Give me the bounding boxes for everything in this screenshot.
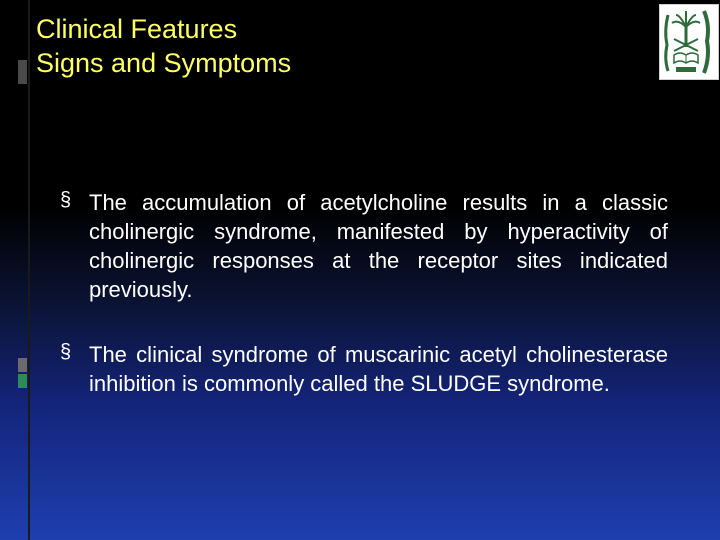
side-marker-green [18,374,27,388]
university-seal-icon [660,5,718,79]
bullet-icon: § [60,341,72,363]
title-marker [18,60,27,84]
university-logo [659,4,719,80]
bullet-icon: § [60,189,72,211]
bullet-text: The accumulation of acetylcholine results in a classic cholinergic syndrome, manifested by hyperactivity of cholinergic responses at the receptor sites indicated previously. [89,190,668,302]
title-line-1: Clinical Features [36,14,238,44]
side-marker-gray [18,358,27,372]
bullet-text: The clinical syndrome of muscarinic acetyl cholinesterase inhibition is commonly called the SLUDGE syndrome. [89,342,668,396]
list-item [60,340,668,398]
bullet-list [60,188,668,434]
title-line-2: Signs and Symptoms [36,48,292,78]
list-item [60,188,668,304]
slide-title [36,12,291,80]
left-border-line [28,0,30,540]
